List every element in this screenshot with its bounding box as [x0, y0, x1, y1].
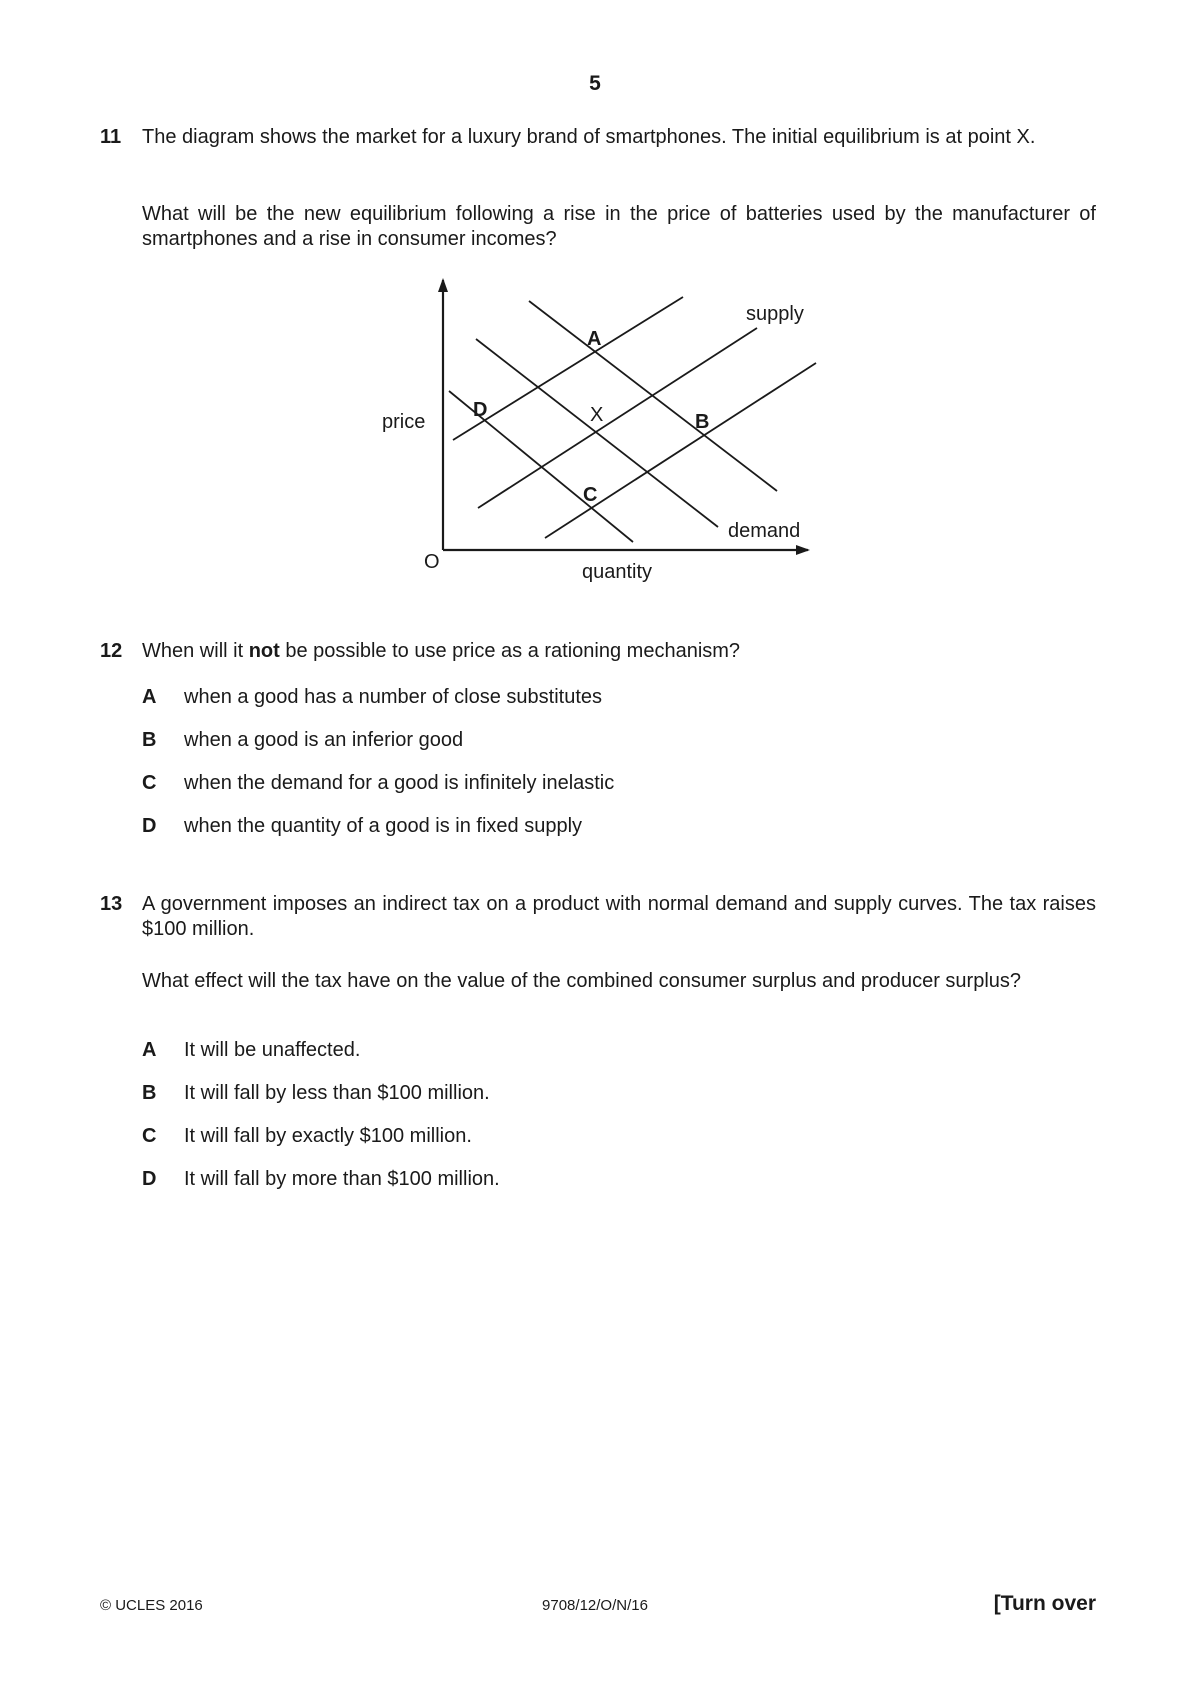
point-a-label: A: [587, 328, 602, 350]
question-13-stem: [142, 969, 1096, 994]
supply-curve-1: [453, 297, 683, 440]
question-12-option-b-letter: B: [142, 729, 157, 751]
supply-curve-2: [478, 328, 757, 508]
page-number: 5: [589, 72, 601, 95]
question-13-option-a-letter: A: [142, 1039, 157, 1061]
question-11-number: 11: [100, 126, 122, 148]
question-12-number: 12: [100, 640, 123, 662]
question-13-option-d-letter: D: [142, 1168, 157, 1190]
question-12-option-a-text: when a good has a number of close substitutes: [184, 686, 603, 708]
question-13-option-b-text: It will fall by less than $100 million.: [184, 1082, 490, 1104]
question-13-intro-text: A government imposes an indirect tax on a product with normal demand and supply curves. The tax raises $100 million.: [142, 893, 1096, 940]
question-13-intro: [142, 892, 1096, 942]
question-13-option-a-text: It will be unaffected.: [184, 1039, 361, 1061]
point-d-label: D: [473, 399, 488, 421]
question-12-stem: [142, 639, 1096, 664]
question-13-number: 13: [100, 893, 123, 915]
question-12-option-c-letter: C: [142, 772, 157, 794]
question-12-option-d-text: when the quantity of a good is in fixed supply: [184, 815, 583, 837]
point-c-label: C: [583, 484, 598, 506]
question-11-intro-text: The diagram shows the market for a luxury brand of smartphones. The initial equilibrium is at point X.: [142, 126, 1036, 148]
question-12-option-a-letter: A: [142, 686, 157, 708]
point-x-label: X: [590, 404, 604, 426]
question-12-stem-end: be possible to use price as a rationing mechanism?: [279, 640, 741, 662]
footer-paper-code: 9708/12/O/N/16: [542, 1597, 648, 1614]
supply-label: supply: [746, 303, 804, 325]
question-13-option-b-letter: B: [142, 1082, 157, 1104]
question-13-option-c-letter: C: [142, 1125, 157, 1147]
supply-demand-diagram: [0, 0, 1190, 600]
question-12-option-c-text: when the demand for a good is infinitely inelastic: [184, 772, 615, 794]
question-12-option-b-text: when a good is an inferior good: [184, 729, 464, 751]
question-11-stem-text: What will be the new equilibrium following a rise in the price of batteries used by the manufacturer of smartphones and a rise in consumer incomes?: [142, 203, 1096, 250]
demand-curve-1: [529, 301, 777, 491]
question-12-emphasis: not: [248, 640, 280, 662]
question-12-option-d-letter: D: [142, 815, 157, 837]
question-13-stem-text: What effect will the tax have on the value of the combined consumer surplus and producer surplus?: [142, 970, 1022, 992]
footer-copyright: © UCLES 2016: [100, 1597, 203, 1614]
question-13-option-c-text: It will fall by exactly $100 million.: [184, 1125, 472, 1147]
turn-over-label: [Turn over: [993, 1592, 1096, 1615]
supply-curve-3: [545, 363, 816, 538]
x-axis-label: quantity: [582, 561, 653, 583]
question-13-option-d-text: It will fall by more than $100 million.: [184, 1168, 500, 1190]
origin-label: O: [424, 551, 440, 573]
point-b-label: B: [695, 411, 710, 433]
question-12-stem-start: When will it: [142, 640, 249, 662]
demand-label: demand: [728, 520, 801, 542]
y-axis-label: price: [382, 411, 426, 433]
